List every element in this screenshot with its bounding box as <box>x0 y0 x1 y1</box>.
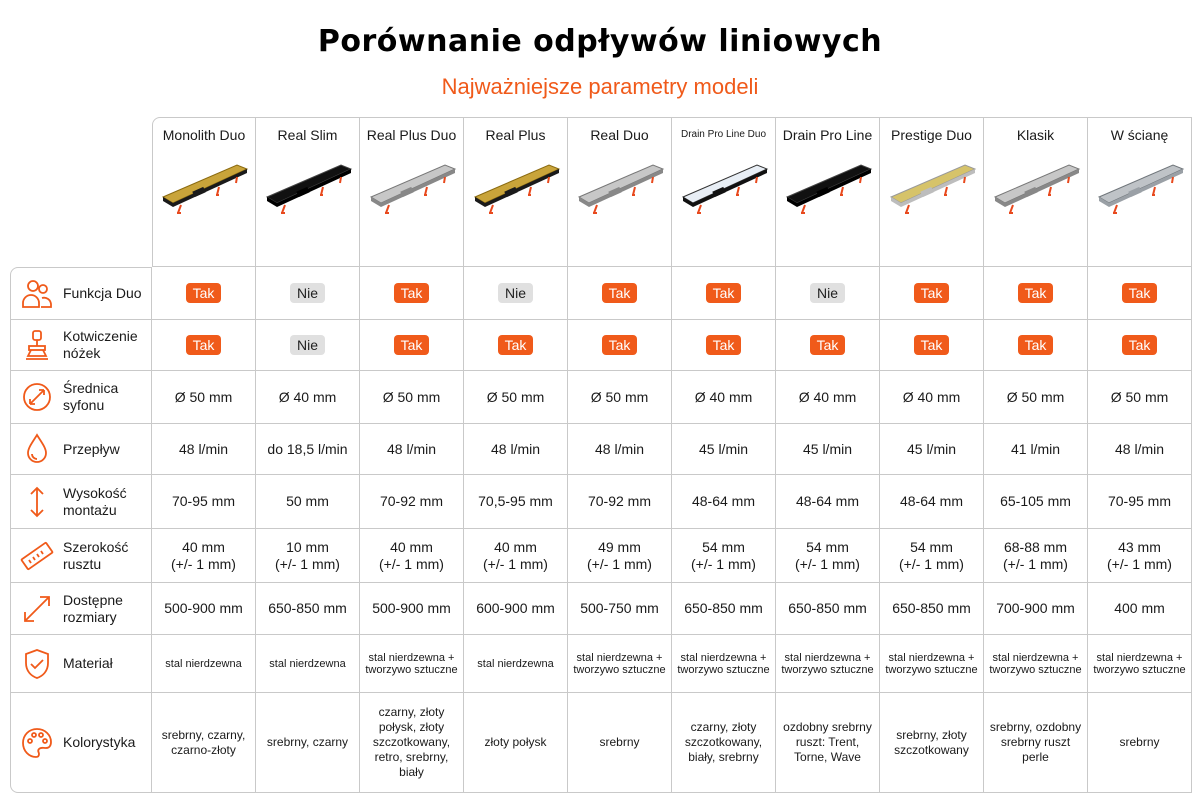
cell-value: 500-900 mm <box>164 600 243 616</box>
row-label-text: Kotwiczenie nóżek <box>63 328 138 361</box>
table-cell <box>1088 583 1192 635</box>
cell-value: stal nierdzewna + tworzywo sztuczne <box>989 651 1082 676</box>
cell-value: 70,5-95 mm <box>478 493 553 509</box>
table-cell <box>672 320 776 371</box>
table-cell <box>256 371 360 424</box>
drain-gold-image <box>471 159 561 224</box>
table-cell <box>360 424 464 475</box>
row-label-9 <box>10 693 152 793</box>
yes-badge: Tak <box>706 335 742 355</box>
cell-value: srebrny, złoty szczotkowany <box>894 727 969 757</box>
row-label-4 <box>10 424 152 475</box>
cell-value: 70-95 mm <box>1107 493 1172 509</box>
cell-value: 65-105 mm <box>1000 493 1071 509</box>
cell-value: 500-750 mm <box>580 600 659 616</box>
table-cell <box>464 475 568 529</box>
product-name: Drain Pro Line <box>782 127 873 143</box>
table-cell <box>568 529 672 583</box>
row-label-text: Szerokość rusztu <box>63 538 129 572</box>
cell-value: 70-92 mm <box>379 493 444 509</box>
table-cell <box>568 267 672 320</box>
table-cell <box>776 371 880 424</box>
table-cell <box>256 424 360 475</box>
no-badge: Nie <box>498 283 533 303</box>
table-cell <box>152 424 256 475</box>
table-cell <box>776 267 880 320</box>
table-cell <box>880 635 984 693</box>
cell-value: 68-88 mm (+/- 1 mm) <box>1003 538 1068 572</box>
table-cell <box>776 529 880 583</box>
row-label-text: Kolorystyka <box>63 734 136 750</box>
cell-value: Ø 40 mm <box>798 388 857 405</box>
cell-value: stal nierdzewna <box>165 657 242 670</box>
cell-value: stal nierdzewna <box>477 657 554 670</box>
drain-black-image <box>263 159 353 224</box>
cell-value: stal nierdzewna + tworzywo sztuczne <box>573 651 666 676</box>
product-header-7 <box>776 117 880 267</box>
table-cell <box>464 583 568 635</box>
ruler-icon <box>19 538 55 574</box>
cell-value: 400 mm <box>1114 600 1165 616</box>
table-cell <box>568 475 672 529</box>
cell-value: 45 l/min <box>698 440 749 457</box>
vertical-arrows-icon <box>19 484 55 520</box>
row-label-text: Przepływ <box>63 440 120 457</box>
table-cell <box>568 424 672 475</box>
cell-value: 49 mm (+/- 1 mm) <box>587 538 652 572</box>
no-badge: Nie <box>290 335 325 355</box>
cell-value: czarny, złoty szczotkowany, biały, srebrny <box>684 720 763 764</box>
table-cell <box>776 475 880 529</box>
cell-value: 40 mm (+/- 1 mm) <box>483 538 548 572</box>
no-badge: Nie <box>290 283 325 303</box>
cell-value: czarny, złoty połysk, złoty szczotkowany, retro, srebrny, biały <box>372 705 451 779</box>
product-name: W ścianę <box>1110 127 1169 143</box>
table-cell <box>256 267 360 320</box>
product-name: Monolith Duo <box>162 127 246 143</box>
cell-value: Ø 50 mm <box>174 388 233 405</box>
product-name: Real Plus <box>485 127 546 143</box>
table-cell <box>152 583 256 635</box>
cell-value: 700-900 mm <box>996 600 1075 616</box>
drain-black-white-image <box>679 159 769 224</box>
cell-value: 650-850 mm <box>892 600 971 616</box>
table-cell <box>568 320 672 371</box>
row-label-8 <box>10 635 152 693</box>
cell-value: 40 mm (+/- 1 mm) <box>171 538 236 572</box>
cell-value: 43 mm (+/- 1 mm) <box>1107 538 1172 572</box>
row-label-text: Wysokość montażu <box>63 484 127 518</box>
cell-value: 48 l/min <box>386 440 437 457</box>
product-header-8 <box>880 117 984 267</box>
cell-value: srebrny <box>1119 735 1160 749</box>
table-cell <box>984 267 1088 320</box>
cell-value: Ø 40 mm <box>902 388 961 405</box>
yes-badge: Tak <box>1122 283 1158 303</box>
table-cell <box>464 693 568 793</box>
cell-value: 70-92 mm <box>587 493 652 509</box>
cell-value: Ø 50 mm <box>486 388 545 405</box>
cell-value: Ø 40 mm <box>694 388 753 405</box>
yes-badge: Tak <box>602 335 638 355</box>
cell-value: srebrny, czarny, czarno-złoty <box>161 727 246 757</box>
table-cell <box>984 320 1088 371</box>
drain-silver-image <box>575 159 665 224</box>
table-cell <box>1088 371 1192 424</box>
cell-value: 54 mm (+/- 1 mm) <box>795 538 860 572</box>
table-cell <box>880 529 984 583</box>
anchor-leg-icon <box>19 327 55 363</box>
cell-value: 45 l/min <box>802 440 853 457</box>
cell-value: ozdobny srebrny ruszt: Trent, Torne, Wave <box>783 720 872 764</box>
cell-value: do 18,5 l/min <box>267 440 348 457</box>
table-cell <box>152 267 256 320</box>
yes-badge: Tak <box>498 335 534 355</box>
cell-value: Ø 50 mm <box>1110 388 1169 405</box>
table-cell <box>776 424 880 475</box>
yes-badge: Tak <box>1122 335 1158 355</box>
row-label-text: Dostępne rozmiary <box>63 591 123 625</box>
drain-black-image <box>783 159 873 224</box>
table-cell <box>1088 320 1192 371</box>
table-cell <box>672 529 776 583</box>
table-cell <box>672 583 776 635</box>
table-cell <box>1088 424 1192 475</box>
drain-gold-black-image <box>159 159 249 224</box>
row-label-1 <box>10 267 152 320</box>
row-label-6 <box>10 529 152 583</box>
table-cell <box>360 693 464 793</box>
cell-value: 48 l/min <box>1114 440 1165 457</box>
table-cell <box>360 371 464 424</box>
yes-badge: Tak <box>602 283 638 303</box>
table-cell <box>672 424 776 475</box>
row-label-text: Średnica syfonu <box>63 380 119 413</box>
cell-value: stal nierdzewna + tworzywo sztuczne <box>677 651 770 676</box>
table-cell <box>880 583 984 635</box>
drain-silver-image <box>367 159 457 224</box>
table-cell <box>1088 267 1192 320</box>
cell-value: stal nierdzewna + tworzywo sztuczne <box>365 651 458 676</box>
yes-badge: Tak <box>810 335 846 355</box>
table-cell <box>880 371 984 424</box>
row-label-2 <box>10 320 152 371</box>
product-header-4 <box>464 117 568 267</box>
cell-value: 650-850 mm <box>268 600 347 616</box>
cell-value: srebrny, ozdobny srebrny ruszt perle <box>989 720 1082 764</box>
cell-value: 54 mm (+/- 1 mm) <box>691 538 756 572</box>
cell-value: 48-64 mm <box>691 493 756 509</box>
table-cell <box>672 693 776 793</box>
cell-value: stal nierdzewna + tworzywo sztuczne <box>1093 651 1186 676</box>
cell-value: złoty połysk <box>484 735 547 749</box>
cell-value: stal nierdzewna + tworzywo sztuczne <box>781 651 874 676</box>
cell-value: 650-850 mm <box>788 600 867 616</box>
product-name: Klasik <box>1016 127 1055 143</box>
drain-silver-image <box>991 159 1081 224</box>
cell-value: 600-900 mm <box>476 600 555 616</box>
product-name: Prestige Duo <box>891 127 972 143</box>
table-cell <box>152 529 256 583</box>
row-label-text: Funkcja Duo <box>63 285 142 301</box>
cell-value: Ø 50 mm <box>590 388 649 405</box>
table-cell <box>672 635 776 693</box>
product-header-6 <box>672 117 776 267</box>
table-cell <box>984 583 1088 635</box>
shield-check-icon <box>19 646 55 682</box>
table-cell <box>464 267 568 320</box>
yes-badge: Tak <box>394 283 430 303</box>
yes-badge: Tak <box>394 335 430 355</box>
table-cell <box>984 371 1088 424</box>
cell-value: 10 mm (+/- 1 mm) <box>275 538 340 572</box>
table-cell <box>152 693 256 793</box>
cell-value: 48 l/min <box>594 440 645 457</box>
comparison-table <box>10 117 1192 793</box>
cell-value: 40 mm (+/- 1 mm) <box>379 538 444 572</box>
page-subtitle: Najważniejsze parametry modeli <box>441 74 759 99</box>
product-header-10 <box>1088 117 1192 267</box>
table-cell <box>776 320 880 371</box>
table-cell <box>776 583 880 635</box>
yes-badge: Tak <box>914 283 950 303</box>
table-cell <box>256 320 360 371</box>
cell-value: 48-64 mm <box>899 493 964 509</box>
yes-badge: Tak <box>1018 283 1054 303</box>
table-cell <box>672 475 776 529</box>
table-cell <box>568 371 672 424</box>
table-cell <box>568 693 672 793</box>
table-cell <box>1088 693 1192 793</box>
cell-value: 54 mm (+/- 1 mm) <box>899 538 964 572</box>
table-cell <box>256 635 360 693</box>
table-cell <box>256 529 360 583</box>
table-cell <box>360 267 464 320</box>
cell-value: srebrny <box>599 735 640 749</box>
table-cell <box>984 529 1088 583</box>
table-cell <box>464 371 568 424</box>
cell-value: 70-95 mm <box>171 493 236 509</box>
table-cell <box>464 529 568 583</box>
diameter-icon <box>19 379 55 415</box>
table-cell <box>776 693 880 793</box>
yes-badge: Tak <box>914 335 950 355</box>
table-cell <box>776 635 880 693</box>
yes-badge: Tak <box>186 335 222 355</box>
product-header-5 <box>568 117 672 267</box>
cell-value: 41 l/min <box>1010 440 1061 457</box>
table-cell <box>464 635 568 693</box>
table-cell <box>880 320 984 371</box>
palette-icon <box>19 725 55 761</box>
table-cell <box>568 635 672 693</box>
table-cell <box>984 424 1088 475</box>
table-cell <box>880 693 984 793</box>
table-cell <box>464 424 568 475</box>
table-cell <box>256 583 360 635</box>
cell-value: Ø 40 mm <box>278 388 337 405</box>
cell-value: 650-850 mm <box>684 600 763 616</box>
table-cell <box>256 693 360 793</box>
product-header-9 <box>984 117 1088 267</box>
product-name: Real Duo <box>590 127 649 143</box>
water-drop-icon <box>19 431 55 467</box>
no-badge: Nie <box>810 283 845 303</box>
page-title: Porównanie odpływów liniowych <box>317 24 883 59</box>
product-header-3 <box>360 117 464 267</box>
table-cell <box>984 475 1088 529</box>
table-cell <box>256 475 360 529</box>
table-cell <box>880 267 984 320</box>
cell-value: srebrny, czarny <box>266 735 349 749</box>
cell-value: stal nierdzewna + tworzywo sztuczne <box>885 651 978 676</box>
table-cell <box>1088 475 1192 529</box>
table-cell <box>984 635 1088 693</box>
yes-badge: Tak <box>706 283 742 303</box>
cell-value: 48 l/min <box>178 440 229 457</box>
table-cell <box>152 475 256 529</box>
table-cell <box>464 320 568 371</box>
table-cell <box>880 424 984 475</box>
table-cell <box>152 320 256 371</box>
row-label-7 <box>10 583 152 635</box>
row-label-text: Materiał <box>63 655 113 671</box>
table-cell <box>360 529 464 583</box>
row-label-5 <box>10 475 152 529</box>
cell-value: Ø 50 mm <box>382 388 441 405</box>
product-header-2 <box>256 117 360 267</box>
cell-value: stal nierdzewna <box>269 657 346 670</box>
table-cell <box>360 320 464 371</box>
yes-badge: Tak <box>1018 335 1054 355</box>
product-header-1 <box>152 117 256 267</box>
table-cell <box>360 583 464 635</box>
product-name: Drain Pro Line Duo <box>680 129 767 140</box>
table-cell <box>360 475 464 529</box>
cell-value: 48 l/min <box>490 440 541 457</box>
drain-gold-silver-image <box>887 159 977 224</box>
cell-value: Ø 50 mm <box>1006 388 1065 405</box>
table-cell <box>672 267 776 320</box>
table-cell <box>1088 635 1192 693</box>
resize-arrows-icon <box>19 591 55 627</box>
product-name: Real Plus Duo <box>366 127 457 143</box>
product-name: Real Slim <box>277 127 338 143</box>
cell-value: 45 l/min <box>906 440 957 457</box>
table-cell <box>152 371 256 424</box>
users-icon <box>19 276 55 312</box>
cell-value: 500-900 mm <box>372 600 451 616</box>
cell-value: 48-64 mm <box>795 493 860 509</box>
table-cell <box>152 635 256 693</box>
cell-value: 50 mm <box>286 493 329 509</box>
table-cell <box>880 475 984 529</box>
table-cell <box>360 635 464 693</box>
row-label-3 <box>10 371 152 424</box>
table-cell <box>672 371 776 424</box>
yes-badge: Tak <box>186 283 222 303</box>
table-cell <box>1088 529 1192 583</box>
table-cell <box>984 693 1088 793</box>
drain-wall-image <box>1095 159 1185 224</box>
table-cell <box>568 583 672 635</box>
